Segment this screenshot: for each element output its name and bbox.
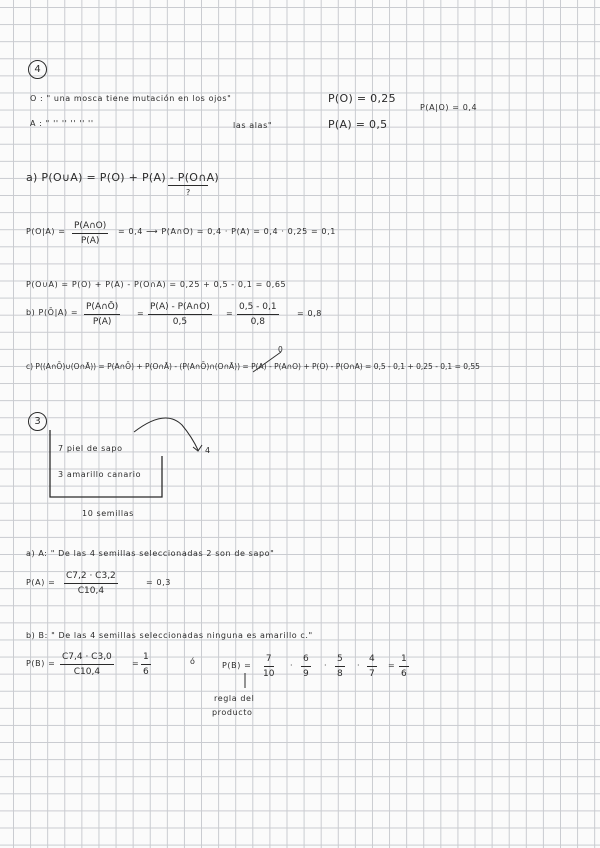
- part-c-line: c) P((A∩Ō)∪(O∩Ā)) = P(A∩Ō) + P(O∩Ā) - (P(A∩Ō)∩(O∩Ā)) = P(A) - P(A∩O) + P(O) - P(O∩A) = 0,5 - 0,1 + 0,25 - 0,1 = 0,55: [26, 362, 480, 371]
- fraction-denominator: 0,8: [250, 317, 265, 327]
- fraction-numerator: P(A∩O): [72, 222, 108, 234]
- part-b-lhs: b) P(Ō|A) =: [26, 308, 79, 317]
- fraction-denominator: 9: [303, 669, 309, 679]
- part-a-formula: a) P(O∪A) = P(O) + P(A) - P(O∩A): [26, 171, 220, 184]
- given-p-a-given-o: P(A|O) = 0,4: [420, 103, 478, 112]
- event-a-definition-end: las alas": [233, 121, 273, 130]
- fraction-numerator: 5: [335, 655, 345, 667]
- pa-result: = 0,3: [146, 578, 171, 587]
- fraction-numerator: 0,5 - 0,1: [237, 303, 279, 315]
- box-caption: 10 semillas: [82, 509, 134, 518]
- equals-sign: =: [137, 309, 145, 318]
- fraction-denominator: 7: [369, 669, 375, 679]
- pa-lhs: P(A) =: [26, 578, 56, 587]
- box-line-2: 3 amarillo canario: [58, 470, 142, 479]
- fraction-numerator: 7: [264, 655, 274, 667]
- fraction-denominator: C10,4: [73, 667, 101, 677]
- pb2-lhs: P(B) =: [222, 661, 252, 670]
- equals-sign: =: [132, 659, 140, 668]
- fraction-denominator: 10: [263, 669, 275, 679]
- part-b-event: b) B: " De las 4 semillas seleccionadas ninguna es amarillo c.": [26, 631, 313, 640]
- dot-sign: ·: [290, 661, 294, 670]
- event-a-definition: A : " '' '' '' '' '': [30, 119, 94, 128]
- arrow-target: 4: [205, 446, 211, 455]
- given-p-o: P(O) = 0,25: [328, 92, 396, 105]
- fraction-numerator: C7,4 · C3,0: [60, 653, 114, 665]
- event-o-definition: O : " una mosca tiene mutación en los ojos": [30, 94, 232, 103]
- fraction-numerator: P(A∩Ō): [84, 303, 120, 315]
- fraction-denominator: C10,4: [77, 586, 105, 596]
- problem-3-number-text: 3: [34, 416, 41, 427]
- fraction-denominator: P(A): [80, 236, 100, 246]
- selection-arrow: [134, 418, 198, 450]
- cancel-zero: 0: [278, 345, 284, 354]
- question-mark: ?: [186, 188, 191, 197]
- or-word: ó: [190, 657, 196, 666]
- dot-sign: ·: [324, 661, 328, 670]
- fraction-denominator: 0,5: [172, 317, 188, 327]
- part-b-result: = 0,8: [297, 309, 322, 318]
- fraction-numerator: P(A) - P(A∩O): [148, 303, 212, 315]
- fraction-denominator: 8: [337, 669, 343, 679]
- seed-box: [50, 430, 162, 497]
- dot-sign: ·: [357, 661, 361, 670]
- pb-lhs: P(B) =: [26, 659, 56, 668]
- fraction-denominator: 6: [401, 669, 407, 679]
- fraction-numerator: 4: [367, 655, 377, 667]
- cancel-stroke: [253, 352, 281, 372]
- fraction-numerator: 1: [141, 653, 151, 665]
- equals-sign: =: [226, 309, 234, 318]
- rule-label-line1: regla del: [214, 694, 255, 703]
- equals-sign: =: [388, 661, 396, 670]
- fraction-denominator: P(A): [92, 317, 112, 327]
- fraction-numerator: 6: [301, 655, 311, 667]
- rule-label-line2: producto: [212, 708, 253, 717]
- fraction-denominator: 6: [143, 667, 149, 677]
- union-result: P(O∪A) = P(O) + P(A) - P(O∩A) = 0,25 + 0,5 - 0,1 = 0,65: [26, 280, 287, 289]
- fraction-numerator: C7,2 · C3,2: [64, 572, 118, 584]
- problem-4-number-text: 4: [34, 64, 41, 75]
- part-a-event: a) A: " De las 4 semillas seleccionadas 2 son de sapo": [26, 549, 275, 558]
- conditional-rhs: = 0,4 ⟶ P(A∩O) = 0,4 · P(A) = 0,4 · 0,25 = 0,1: [118, 227, 336, 236]
- given-p-a: P(A) = 0,5: [328, 118, 388, 131]
- conditional-lhs: P(O|A) =: [26, 227, 66, 236]
- box-line-1: 7 piel de sapo: [58, 444, 123, 453]
- fraction-numerator: 1: [399, 655, 409, 667]
